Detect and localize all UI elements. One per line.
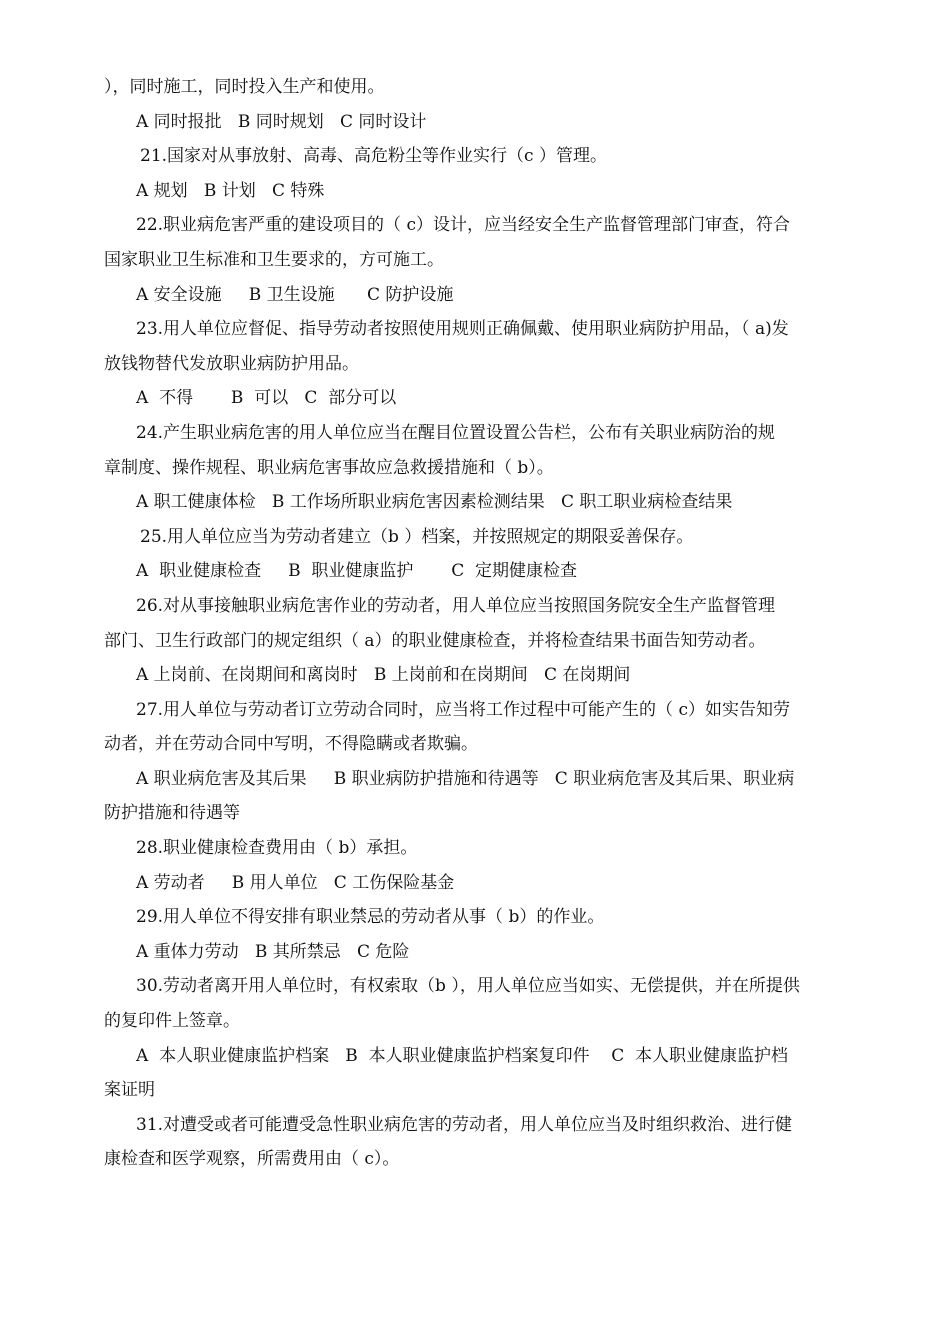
options-line: A 同时报批 B 同时规划 C 同时设计 xyxy=(136,111,427,132)
question-31: 31.对遭受或者可能遭受急性职业病危害的劳动者，用人单位应当及时组织救治、进行健 xyxy=(136,1114,793,1135)
question-23: 23.用人单位应督促、指导劳动者按照使用规则正确佩戴、使用职业病防护用品，（ a)发 xyxy=(136,319,789,340)
text-line: 部门、卫生行政部门的规定组织（ a）的职业健康检查，并将检查结果书面告知劳动者。 xyxy=(104,630,766,651)
question-25: 25.用人单位应当为劳动者建立（b ）档案，并按照规定的期限妥善保存。 xyxy=(140,526,694,547)
document-page xyxy=(104,70,860,1177)
options-line: A 安全设施 B 卫生设施 C 防护设施 xyxy=(136,284,454,305)
text-line: 章制度、操作规程、职业病危害事故应急救援措施和（ b）。 xyxy=(104,457,554,478)
text-line: 的复印件上签章。 xyxy=(104,1011,240,1032)
options-line: A 重体力劳动 B 其所禁忌 C 危险 xyxy=(136,941,410,962)
text-line: 放钱物替代发放职业病防护用品。 xyxy=(104,353,359,374)
options-line: A 职业病危害及其后果 B 职业病防护措施和待遇等 C 职业病危害及其后果、职业病 xyxy=(136,768,795,789)
options-line: A 本人职业健康监护档案 B 本人职业健康监护档案复印件 C 本人职业健康监护档 xyxy=(136,1045,789,1066)
text-line: 动者，并在劳动合同中写明，不得隐瞒或者欺骗。 xyxy=(104,734,478,755)
question-21: 21.国家对从事放射、高毒、高危粉尘等作业实行（c ）管理。 xyxy=(140,146,607,167)
options-line: A 规划 B 计划 C 特殊 xyxy=(136,180,325,201)
question-29: 29.用人单位不得安排有职业禁忌的劳动者从事（ b）的作业。 xyxy=(136,907,605,928)
options-line: A 劳动者 B 用人单位 C 工伤保险基金 xyxy=(136,872,455,893)
question-28: 28.职业健康检查费用由（ b）承担。 xyxy=(136,838,418,859)
options-line: A 职业健康检查 B 职业健康监护 C 定期健康检查 xyxy=(136,561,578,582)
question-27: 27.用人单位与劳动者订立劳动合同时，应当将工作过程中可能产生的（ c）如实告知劳 xyxy=(136,699,790,720)
question-22: 22.职业病危害严重的建设项目的（ c）设计，应当经安全生产监督管理部门审查，符合 xyxy=(136,215,790,236)
question-26: 26.对从事接触职业病危害作业的劳动者，用人单位应当按照国务院安全生产监督管理 xyxy=(136,595,776,616)
text-line: 国家职业卫生标准和卫生要求的，方可施工。 xyxy=(104,249,444,270)
question-30: 30.劳动者离开用人单位时，有权索取（b ），用人单位应当如实、无偿提供，并在所提供 xyxy=(136,976,800,997)
options-line: A 上岗前、在岗期间和离岗时 B 上岗前和在岗期间 C 在岗期间 xyxy=(136,665,631,686)
text-line: 案证明 xyxy=(104,1080,155,1101)
question-24: 24.产生职业病危害的用人单位应当在醒目位置设置公告栏，公布有关职业病防治的规 xyxy=(136,422,776,443)
text-line: 康检查和医学观察，所需费用由（ c）。 xyxy=(104,1149,400,1170)
text-line: 防护措施和待遇等 xyxy=(104,803,240,824)
options-line: A 职工健康体检 B 工作场所职业病危害因素检测结果 C 职工职业病检查结果 xyxy=(136,492,733,513)
options-line: A 不得 B 可以 C 部分可以 xyxy=(136,388,397,409)
text-line: ），同时施工，同时投入生产和使用。 xyxy=(104,77,385,97)
